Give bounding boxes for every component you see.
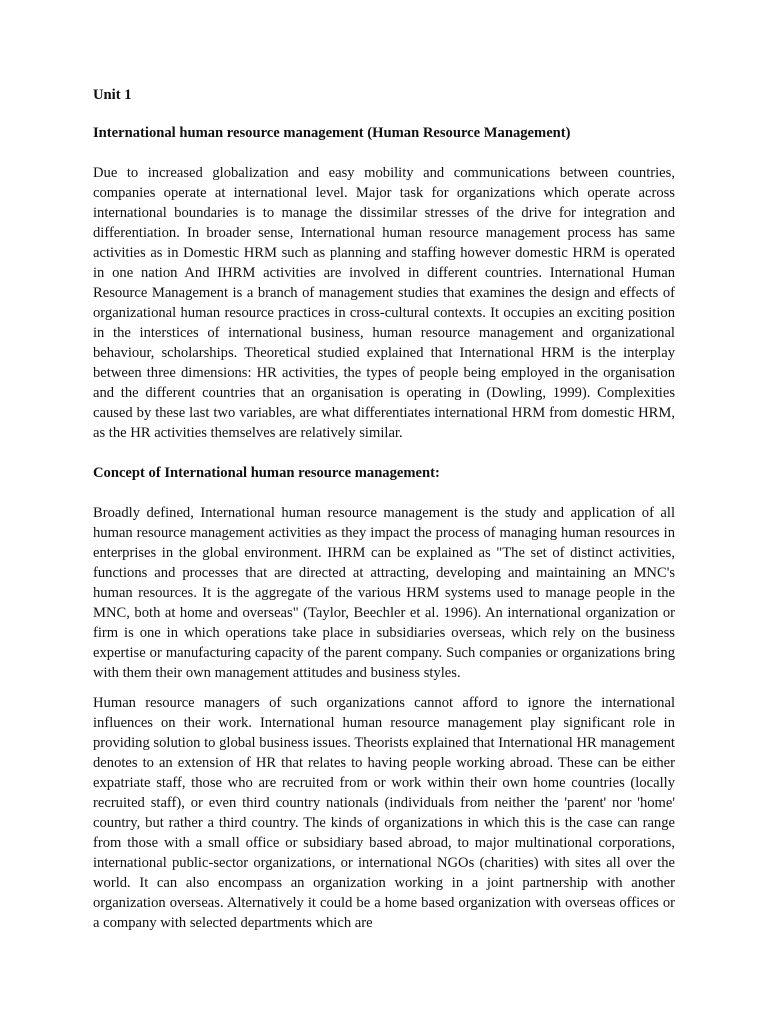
section-title: International human resource management (Human Resource Management) bbox=[93, 125, 571, 141]
hr-managers-paragraph: Human resource managers of such organizations cannot afford to ignore the international influences on their work. International human resource management play significant role in providing solution to global business issues. Theorists explained that International HR management denotes to an extension of HR that relates to having people working abroad. These can be either expatriate staff, those who are recruited from or work within their own home countries (locally recruited staff), or even third country nationals (individuals from neither the 'parent' nor 'home' country, but rather a third country. The kinds of organizations in which this is the case can range from those with a small office or subsidiary based abroad, to major multinational corporations, international public-sector organizations, or international NGOs (charities) with sites all over the world. It can also encompass an organization working in a joint partnership with another organization overseas. Alternatively it could be a home based organization with overseas offices or a company with selected departments which are bbox=[93, 695, 675, 931]
concept-paragraph: Broadly defined, International human resource management is the study and application of all human resource management activities as they impact the process of managing human resources in enterprises in the global environment. IHRM can be explained as "The set of distinct activities, functions and processes that are directed at attracting, developing and maintaining an MNC's human resources. It is the aggregate of the various HRM systems used to manage people in the MNC, both at home and overseas" (Taylor, Beechler et al. 1996). An international organization or firm is one in which operations take place in subsidiaries overseas, which rely on the business expertise or manufacturing capacity of the parent company. Such companies or organizations bring with them their own management attitudes and business styles. bbox=[93, 505, 675, 681]
intro-paragraph: Due to increased globalization and easy mobility and communications between countries, companies operate at international level. Major task for organizations which operate across international boundaries is to manage the dissimilar stresses of the drive for integration and differentiation. In broader sense, International human resource management process has same activities as in Domestic HRM such as planning and staffing however domestic HRM is operated in one nation And IHRM activities are involved in different countries. International Human Resource Management is a branch of management studies that examines the design and effects of organizational human resource practices in cross-cultural contexts. It occupies an exciting position in the interstices of international business, human resource management and organizational behaviour, scholarships. Theoretical studied explained that International HRM is the interplay between three dimensions: HR activities, the types of people being employed in the organisation and the different countries that an organisation is operating in (Dowling, 1999). Complexities caused by these last two variables, are what differentiates international HRM from domestic HRM, as the HR activities themselves are relatively similar. bbox=[93, 165, 675, 441]
unit-heading: Unit 1 bbox=[93, 87, 132, 103]
concept-heading: Concept of International human resource management: bbox=[93, 465, 440, 481]
document-body bbox=[93, 85, 675, 933]
